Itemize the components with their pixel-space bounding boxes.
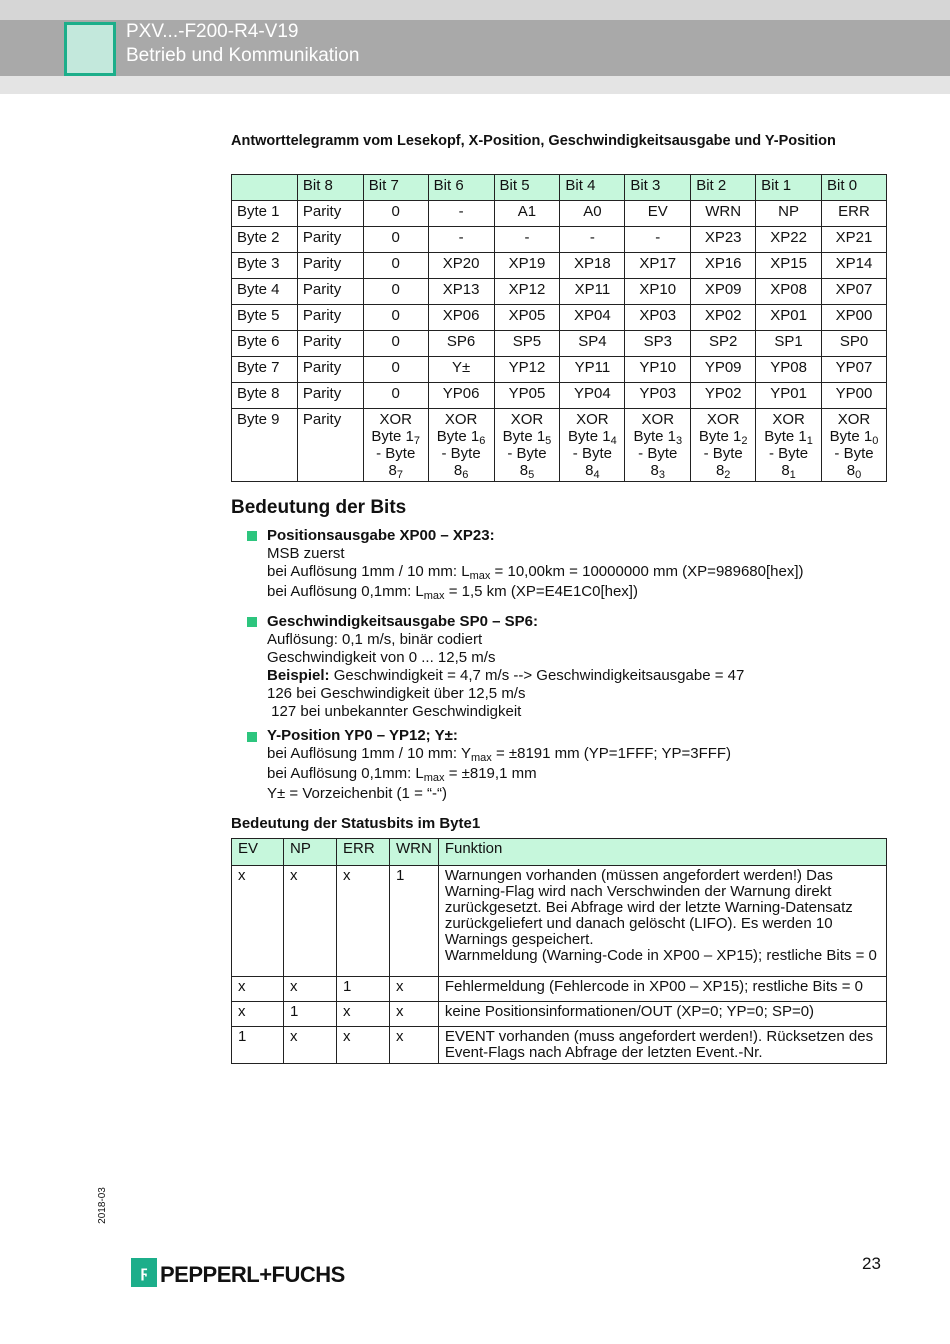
table-row <box>232 201 887 227</box>
bit-cell: Parity <box>297 253 363 279</box>
bit-cell: SP2 <box>691 331 756 357</box>
top-bar <box>0 0 950 20</box>
xor-cell: XOR Byte $1_5$ - Byte $8_5$ <box>494 409 560 482</box>
table-row <box>232 357 887 383</box>
bit-cell: Parity <box>297 383 363 409</box>
byte-label: Byte 1 <box>232 201 298 227</box>
bit-cell: - <box>428 201 494 227</box>
status-flag-cell: x <box>232 1002 284 1027</box>
bit-cell: Parity <box>297 227 363 253</box>
bit-cell: A0 <box>560 201 625 227</box>
bit-cell: YP09 <box>691 357 756 383</box>
bit-cell: XP00 <box>822 305 887 331</box>
bit-table-header-cell: Bit 1 <box>756 175 822 201</box>
position-output-line: bei Auflösung 0,1mm: $L_{max} = 1,5$ km (XP=E4E1C0[hex]) <box>267 583 638 602</box>
byte-label: Byte 9 <box>232 409 298 482</box>
bit-cell: YP07 <box>822 357 887 383</box>
bit-table-header-cell: Bit 6 <box>428 175 494 201</box>
status-flag-cell: 1 <box>390 866 439 977</box>
bit-cell: Parity <box>297 279 363 305</box>
xor-cell: XOR Byte $1_3$ - Byte $8_3$ <box>625 409 691 482</box>
bit-table-header-cell: Bit 5 <box>494 175 560 201</box>
status-header-cell: Funktion <box>438 839 886 866</box>
table-row <box>232 409 887 482</box>
bit-table-header-cell: Bit 4 <box>560 175 625 201</box>
status-flag-cell: x <box>284 1027 337 1064</box>
status-header-cell: EV <box>232 839 284 866</box>
brand-name: PEPPERL+FUCHS <box>160 1262 345 1287</box>
table-row <box>232 383 887 409</box>
table-row <box>232 253 887 279</box>
table-row <box>232 866 887 977</box>
status-flag-cell: x <box>232 977 284 1002</box>
xor-cell: XOR Byte $1_4$ - Byte $8_4$ <box>560 409 625 482</box>
bit-cell: SP5 <box>494 331 560 357</box>
byte-label: Byte 2 <box>232 227 298 253</box>
status-header-cell: NP <box>284 839 337 866</box>
bit-cell: XP07 <box>822 279 887 305</box>
status-flag-cell: x <box>390 1002 439 1027</box>
position-output-line: MSB zuerst <box>267 545 345 562</box>
bit-cell: XP09 <box>691 279 756 305</box>
speed-output-line: 126 bei Geschwindigkeit über 12,5 m/s <box>267 685 526 702</box>
bit-cell: XP16 <box>691 253 756 279</box>
bit-cell: - <box>560 227 625 253</box>
bit-cell: XP18 <box>560 253 625 279</box>
bit-cell: XP03 <box>625 305 691 331</box>
page-number: 23 <box>862 1254 881 1273</box>
table-row <box>232 305 887 331</box>
status-flag-cell: x <box>284 866 337 977</box>
status-function-cell: EVENT vorhanden (muss angefordert werden!). Rücksetzen des Event-Flags nach Abfrage der letzten Event.-Nr. <box>438 1027 886 1064</box>
bit-cell: XP15 <box>756 253 822 279</box>
bit-cell: XP17 <box>625 253 691 279</box>
edition-date: 2018-03 <box>96 1187 108 1224</box>
bit-cell: YP01 <box>756 383 822 409</box>
bit-cell: Parity <box>297 331 363 357</box>
bit-cell: XP08 <box>756 279 822 305</box>
position-output-block <box>267 527 877 601</box>
status-flag-cell: x <box>284 977 337 1002</box>
bullet-icon <box>247 531 257 541</box>
xor-cell: XOR Byte $1_2$ - Byte $8_2$ <box>691 409 756 482</box>
status-function-cell: Warnungen vorhanden (müssen angefordert werden!) Das Warning-Flag wird nach Verschwinden der Warnung direkt zurückgesetzt. Bei Abfrage wird der letzte Warning-Datensatz zurückgeliefert und danach gelöscht (LIFO). Es werden 10 Warnings gespeichert. Warnmeldung (Warning-Code in XP00 – XP15); restliche Bits = 0 <box>438 866 886 977</box>
bit-table-header-cell: Bit 0 <box>822 175 887 201</box>
speed-output-line: Auflösung: 0,1 m/s, binär codiert <box>267 631 483 648</box>
xor-cell: XOR Byte $1_7$ - Byte $8_7$ <box>363 409 428 482</box>
bit-cell: YP00 <box>822 383 887 409</box>
byte-label: Byte 7 <box>232 357 298 383</box>
table-row <box>232 977 887 1002</box>
table-row <box>232 331 887 357</box>
y-position-line: Y± = Vorzeichenbit (1 = “-“) <box>267 785 447 802</box>
status-header-cell: ERR <box>337 839 390 866</box>
table-row <box>232 1027 887 1064</box>
bit-cell: SP3 <box>625 331 691 357</box>
bit-table-header-cell: Bit 2 <box>691 175 756 201</box>
table-row <box>232 1002 887 1027</box>
y-position-block <box>267 727 877 803</box>
bit-cell: YP02 <box>691 383 756 409</box>
byte-label: Byte 5 <box>232 305 298 331</box>
pepperl-fuchs-logo-icon: ϝ <box>131 1258 157 1287</box>
bit-cell: 0 <box>363 331 428 357</box>
bit-table-header-cell <box>232 175 298 201</box>
status-flag-cell: x <box>390 977 439 1002</box>
status-flag-cell: 1 <box>337 977 390 1002</box>
bit-cell: YP04 <box>560 383 625 409</box>
bit-cell: XP23 <box>691 227 756 253</box>
xor-cell: XOR Byte $1_1$ - Byte $8_1$ <box>756 409 822 482</box>
speed-output-title: Geschwindigkeitsausgabe SP0 – SP6: <box>267 613 538 630</box>
bit-cell: SP6 <box>428 331 494 357</box>
status-flag-cell: x <box>337 866 390 977</box>
bit-cell: XP14 <box>822 253 887 279</box>
bit-cell: 0 <box>363 227 428 253</box>
bit-cell: XP01 <box>756 305 822 331</box>
byte-label: Byte 6 <box>232 331 298 357</box>
header-title: PXV...-F200-R4-V19 <box>126 21 299 42</box>
bit-table-header-cell: Bit 7 <box>363 175 428 201</box>
bit-cell: 0 <box>363 305 428 331</box>
bit-cell: XP06 <box>428 305 494 331</box>
bullet-icon <box>247 732 257 742</box>
status-table <box>231 838 887 1064</box>
bit-cell: - <box>428 227 494 253</box>
bit-cell: YP12 <box>494 357 560 383</box>
status-header-cell: WRN <box>390 839 439 866</box>
status-flag-cell: x <box>390 1027 439 1064</box>
xor-cell: XOR Byte $1_0$ - Byte $8_0$ <box>822 409 887 482</box>
bit-cell: Parity <box>297 357 363 383</box>
bit-cell: XP21 <box>822 227 887 253</box>
speed-output-block <box>267 613 877 721</box>
position-output-title: Positionsausgabe XP00 – XP23: <box>267 527 495 544</box>
bit-table-header-cell: Bit 8 <box>297 175 363 201</box>
bit-cell: YP10 <box>625 357 691 383</box>
section-title: Bedeutung der Bits <box>231 497 407 518</box>
byte-label: Byte 3 <box>232 253 298 279</box>
bit-cell: Y± <box>428 357 494 383</box>
bit-cell: YP11 <box>560 357 625 383</box>
status-flag-cell: 1 <box>284 1002 337 1027</box>
bit-cell: YP03 <box>625 383 691 409</box>
bit-cell: XP11 <box>560 279 625 305</box>
table-row <box>232 227 887 253</box>
byte-label: Byte 4 <box>232 279 298 305</box>
bit-cell: 0 <box>363 253 428 279</box>
bit-cell: - <box>625 227 691 253</box>
status-flag-cell: x <box>232 866 284 977</box>
header-logo-square <box>64 22 116 76</box>
bit-cell: - <box>494 227 560 253</box>
bit-cell: Parity <box>297 305 363 331</box>
bit-cell: SP4 <box>560 331 625 357</box>
bit-cell: XP02 <box>691 305 756 331</box>
bit-cell: Parity <box>297 409 363 482</box>
bit-cell: Parity <box>297 201 363 227</box>
status-flag-cell: x <box>337 1027 390 1064</box>
bit-table <box>231 174 887 482</box>
bit-cell: XP13 <box>428 279 494 305</box>
status-flag-cell: x <box>337 1002 390 1027</box>
bit-cell: XP10 <box>625 279 691 305</box>
bit-cell: XP19 <box>494 253 560 279</box>
table-caption: Antworttelegramm vom Lesekopf, X-Position, Geschwindigkeitsausgabe und Y-Position <box>231 133 836 149</box>
bit-cell: A1 <box>494 201 560 227</box>
table-row <box>232 279 887 305</box>
y-position-line: bei Auflösung 0,1mm: $L_{max} = \pm 819,1$ mm <box>267 765 537 784</box>
bit-cell: XP12 <box>494 279 560 305</box>
bit-cell: SP0 <box>822 331 887 357</box>
bit-cell: YP05 <box>494 383 560 409</box>
bit-cell: WRN <box>691 201 756 227</box>
bit-cell: NP <box>756 201 822 227</box>
speed-output-line: Beispiel: Geschwindigkeit = 4,7 m/s --> Geschwindigkeitsausgabe = 47 <box>267 667 745 684</box>
bit-cell: XP05 <box>494 305 560 331</box>
bit-table-header-cell: Bit 3 <box>625 175 691 201</box>
bit-cell: YP06 <box>428 383 494 409</box>
bit-cell: XP22 <box>756 227 822 253</box>
status-function-cell: Fehlermeldung (Fehlercode in XP00 – XP15); restliche Bits = 0 <box>438 977 886 1002</box>
status-flag-cell: 1 <box>232 1027 284 1064</box>
status-function-cell: keine Positionsinformationen/OUT (XP=0; YP=0; SP=0) <box>438 1002 886 1027</box>
bit-cell: EV <box>625 201 691 227</box>
bit-cell: SP1 <box>756 331 822 357</box>
bit-cell: 0 <box>363 201 428 227</box>
bit-cell: 0 <box>363 383 428 409</box>
status-bits-title: Bedeutung der Statusbits im Byte1 <box>231 815 481 832</box>
y-position-line: bei Auflösung 1mm / 10 mm: $Y_{max} = \pm 8191$ mm (YP=1FFF; YP=3FFF) <box>267 745 732 764</box>
bit-cell: XP04 <box>560 305 625 331</box>
bullet-icon <box>247 617 257 627</box>
bit-cell: ERR <box>822 201 887 227</box>
y-position-title: Y-Position YP0 – YP12; Y±: <box>267 727 458 744</box>
bit-cell: XP20 <box>428 253 494 279</box>
speed-output-line: Geschwindigkeit von 0 ... 12,5 m/s <box>267 649 496 666</box>
bit-cell: YP08 <box>756 357 822 383</box>
header-subtitle: Betrieb und Kommunikation <box>126 45 360 66</box>
speed-output-line: 127 bei unbekannter Geschwindigkeit <box>267 703 522 720</box>
bit-cell: 0 <box>363 279 428 305</box>
position-output-line: bei Auflösung 1mm / 10 mm: $L_{max} = 10,00km = 10000000$ mm (XP=989680[hex]) <box>267 563 804 582</box>
bit-cell: 0 <box>363 357 428 383</box>
header-stripe <box>0 76 950 94</box>
xor-cell: XOR Byte $1_6$ - Byte $8_6$ <box>428 409 494 482</box>
byte-label: Byte 8 <box>232 383 298 409</box>
